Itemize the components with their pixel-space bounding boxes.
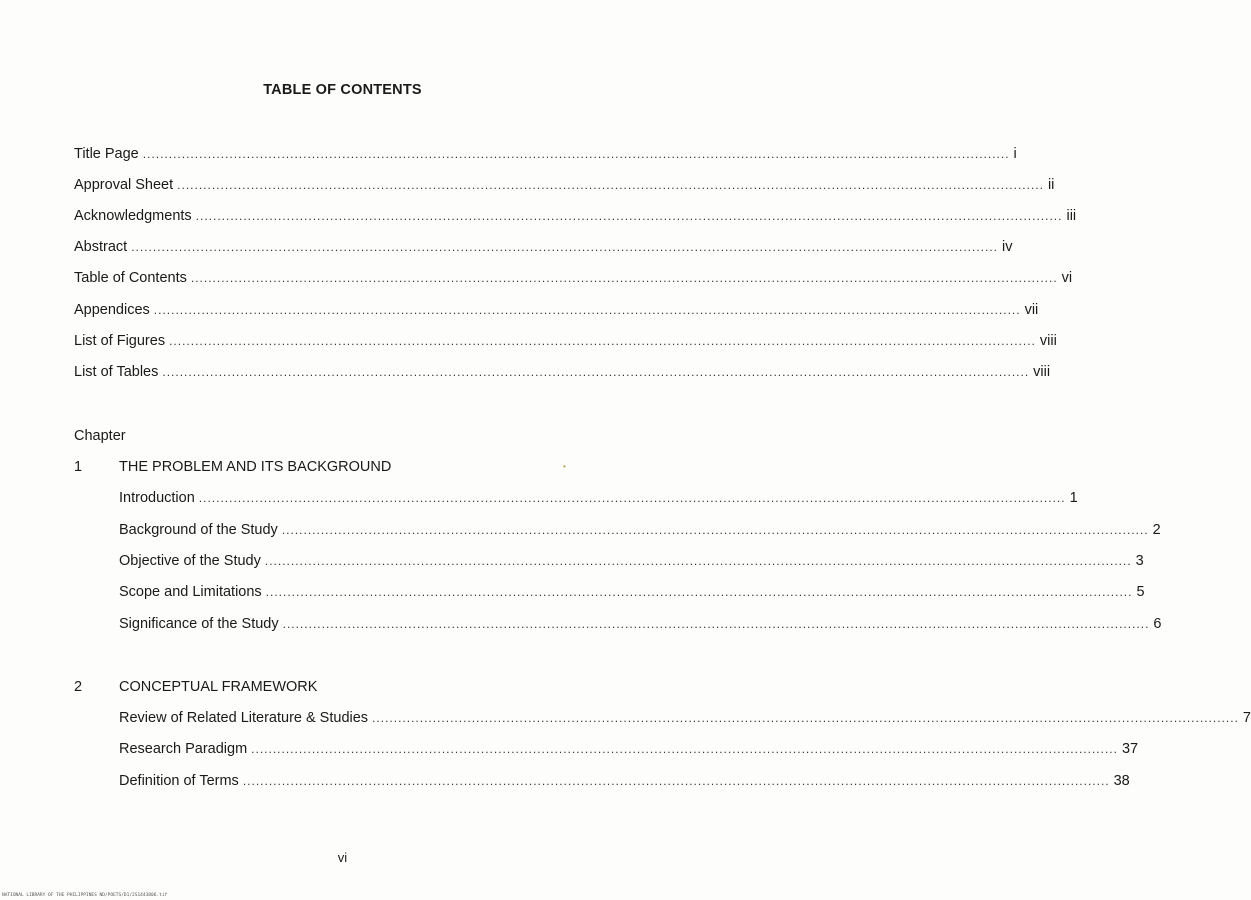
toc-entry-label: Significance of the Study [119, 616, 279, 632]
toc-entry-page: iii [1066, 208, 1077, 224]
toc-entry-label: Definition of Terms [119, 773, 239, 789]
toc-entry-label: Research Paradigm [119, 741, 248, 757]
dot-leader: ........................................................................................................................................................................................................ [142, 147, 1010, 161]
toc-entry-label: Background of the Study [119, 522, 278, 538]
dot-leader: ........................................................................................................................................................................................................ [195, 209, 1063, 223]
toc-entry-label: Introduction [119, 490, 195, 506]
chapter-number: 1 [74, 459, 83, 475]
dot-leader: ........................................................................................................................................................................................................ [162, 365, 1030, 379]
dot-leader: ........................................................................................................................................................................................................ [198, 491, 1066, 505]
toc-entry-page: vi [1061, 270, 1073, 286]
toc-entry-page: viii [1033, 364, 1051, 380]
chapter-title: THE PROBLEM AND ITS BACKGROUND [119, 459, 392, 475]
scan-footer-text: NATIONAL LIBRARY OF THE PHILIPPINES ND/POETS/D1/2S1443806.tif [2, 893, 168, 898]
toc-entry-page: 6 [1153, 616, 1162, 632]
toc-entry-page: 5 [1136, 584, 1145, 600]
toc-entry-label: Abstract [74, 239, 128, 255]
chapter-title: CONCEPTUAL FRAMEWORK [119, 679, 318, 695]
toc-entry-label: Review of Related Literature & Studies [119, 710, 369, 726]
toc-entry-label: Acknowledgments [74, 208, 192, 224]
toc-title: TABLE OF CONTENTS [263, 82, 422, 98]
toc-entry-label: List of Figures [74, 333, 166, 349]
toc-entry-review-literature [119, 710, 1251, 730]
toc-entry-page: ii [1047, 177, 1055, 193]
toc-entry-page: 37 [1121, 741, 1139, 757]
scan-speck: • [563, 462, 566, 471]
dot-leader: ........................................................................................................................................................................................................ [190, 271, 1058, 285]
toc-entry-page: 3 [1135, 553, 1144, 569]
toc-entry-approval-sheet [74, 177, 1055, 197]
toc-entry-page: vii [1024, 302, 1039, 318]
dot-leader: ........................................................................................................................................................................................................ [251, 742, 1118, 756]
toc-entry-introduction [119, 490, 1078, 510]
toc-entry-research-paradigm [119, 741, 1139, 761]
toc-entry-objective [119, 553, 1144, 573]
dot-leader: ........................................................................................................................................................................................................ [265, 585, 1133, 599]
chapter-number: 2 [74, 679, 83, 695]
dot-leader: ........................................................................................................................................................................................................ [131, 240, 998, 254]
toc-entry-label: Objective of the Study [119, 553, 261, 569]
toc-entry-page: 1 [1069, 490, 1078, 506]
toc-entry-page: viii [1039, 333, 1057, 349]
toc-entry-label: Approval Sheet [74, 177, 174, 193]
toc-entry-abstract [74, 239, 1013, 259]
page-number: vi [337, 850, 348, 865]
dot-leader: ........................................................................................................................................................................................................ [281, 523, 1149, 537]
dot-leader: ........................................................................................................................................................................................................ [372, 711, 1239, 725]
dot-leader: ........................................................................................................................................................................................................ [153, 303, 1021, 317]
toc-entry-significance [119, 616, 1162, 636]
toc-entry-page: 38 [1113, 773, 1130, 789]
dot-leader: ........................................................................................................................................................................................................ [169, 334, 1036, 348]
toc-entry-page: i [1013, 146, 1017, 162]
toc-entry-definition-of-terms [119, 773, 1130, 793]
toc-entry-list-of-tables [74, 364, 1051, 384]
dot-leader: ........................................................................................................................................................................................................ [264, 554, 1132, 568]
toc-entry-label: Appendices [74, 302, 150, 318]
toc-entry-page: 7 [1242, 710, 1251, 726]
toc-entry-label: Title Page [74, 146, 139, 162]
dot-leader: ........................................................................................................................................................................................................ [177, 178, 1044, 192]
toc-entry-table-of-contents [74, 270, 1073, 290]
toc-entry-appendices [74, 302, 1039, 322]
toc-entry-page: iv [1001, 239, 1013, 255]
toc-entry-label: Table of Contents [74, 270, 187, 286]
dot-leader: ........................................................................................................................................................................................................ [282, 617, 1150, 631]
toc-entry-list-of-figures [74, 333, 1057, 353]
toc-entry-label: List of Tables [74, 364, 159, 380]
dot-leader: ........................................................................................................................................................................................................ [242, 774, 1110, 788]
toc-entry-scope [119, 584, 1145, 604]
toc-entry-acknowledgments [74, 208, 1077, 228]
toc-entry-label: Scope and Limitations [119, 584, 262, 600]
toc-entry-background [119, 522, 1161, 542]
chapter-heading: Chapter [74, 428, 126, 444]
toc-entry-page: 2 [1152, 522, 1161, 538]
toc-entry-title-page [74, 146, 1017, 166]
